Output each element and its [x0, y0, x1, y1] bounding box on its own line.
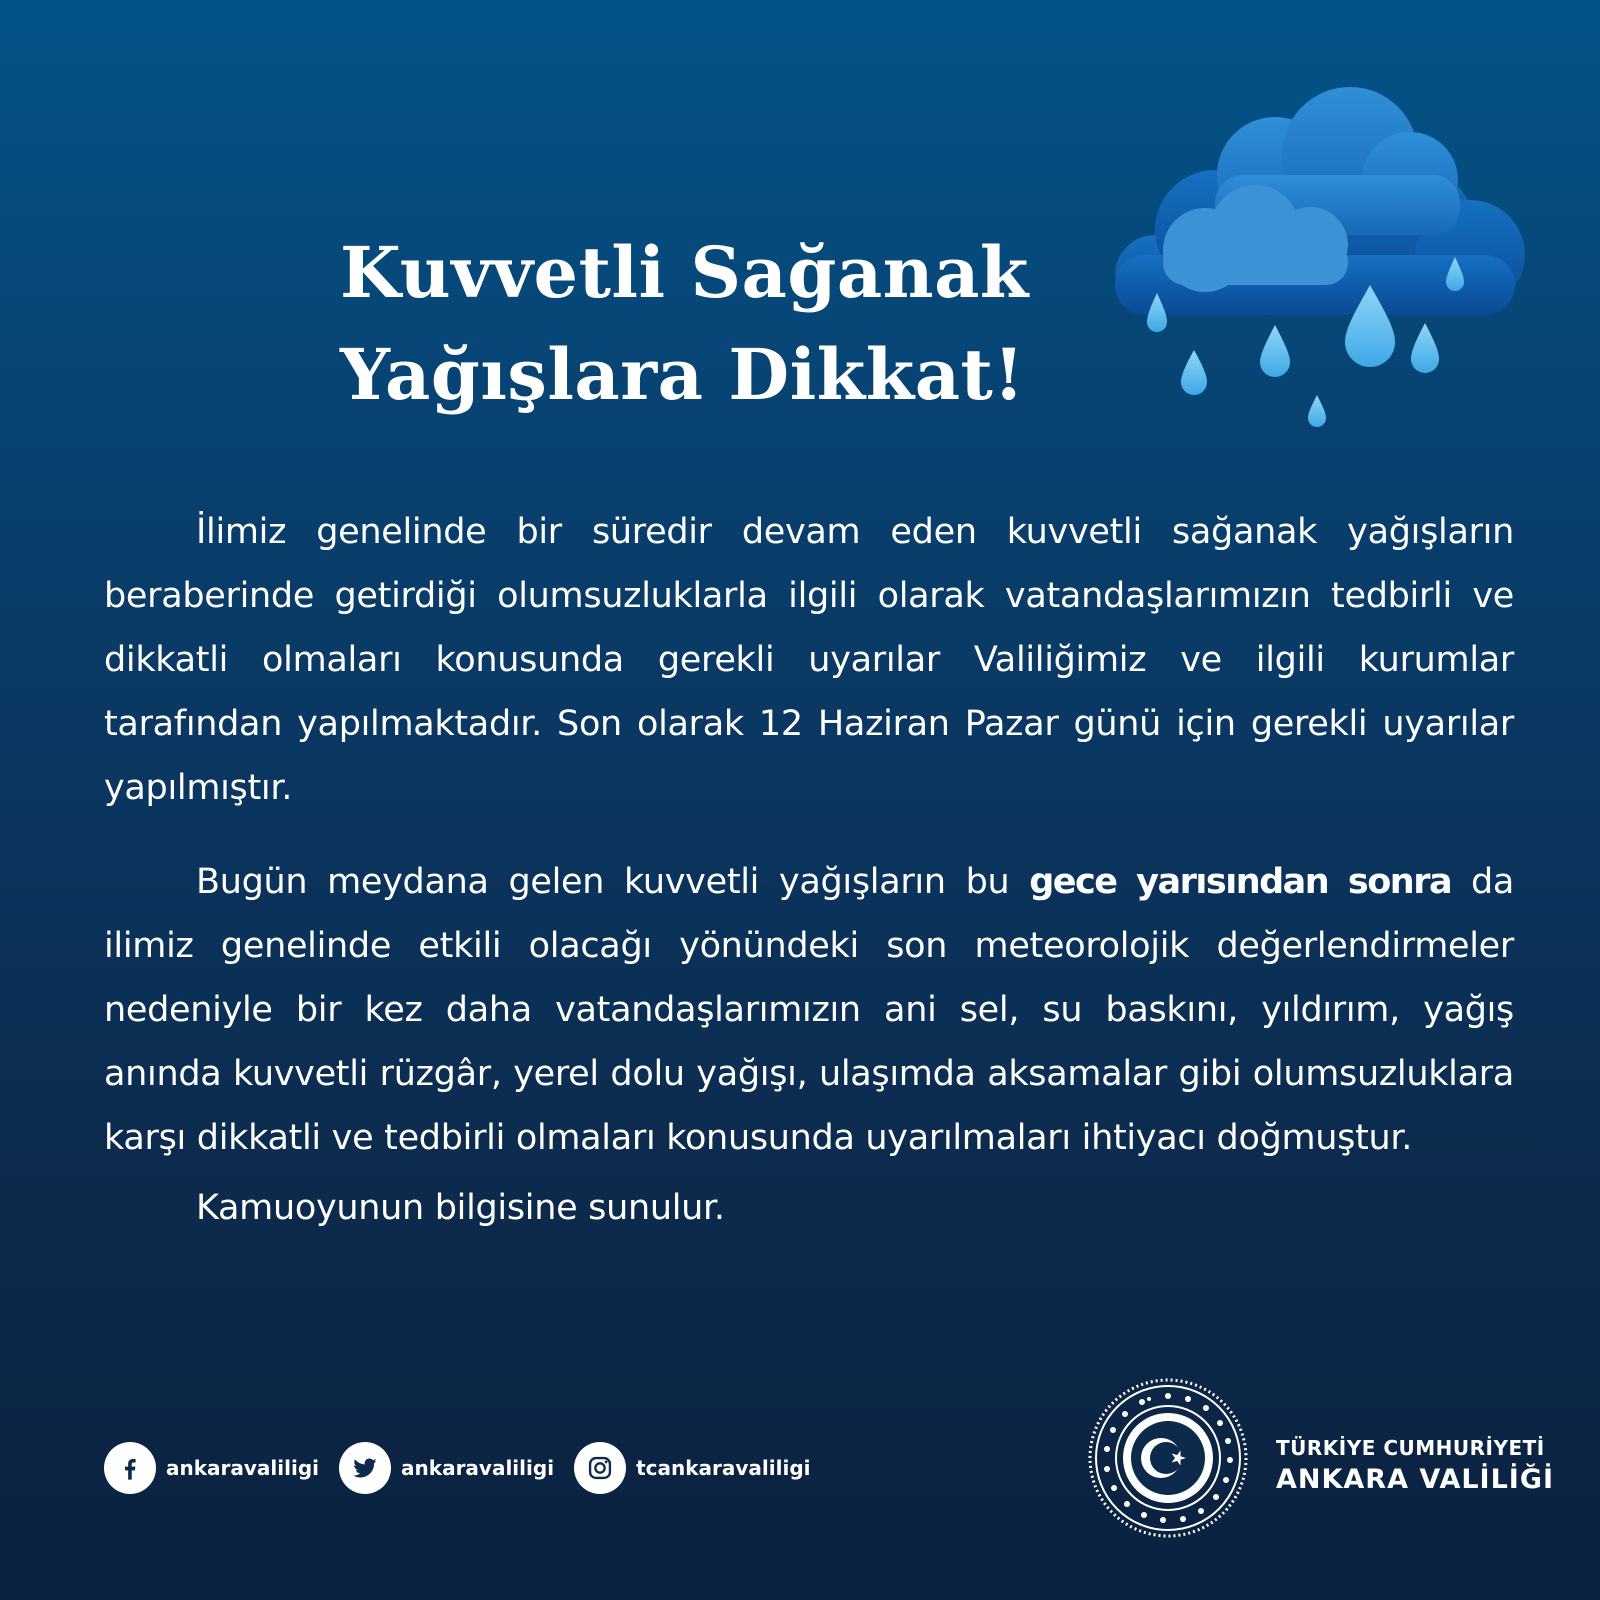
- paragraph-2-rest: da ilimiz genelinde etkili olacağı yönündeki son meteorolojik değerlendirmeler nedeniyle bir kez daha vatandaşlarımızın ani sel, su baskını, yıldırım, yağış anında kuvvetli rüzgâr, yerel dolu yağışı, ulaşımda aksamalar gibi olumsuzluklara karşı dikkatli ve tedbirli olmaları konusunda uyarılmaları ihtiyacı doğmuştur.: [104, 862, 1515, 1158]
- paragraph-2: [104, 850, 1514, 1170]
- organization-name: [1276, 1434, 1554, 1498]
- headline: [340, 222, 1100, 426]
- closing-line: Kamuoyunun bilgisine sunulur.: [196, 1188, 725, 1228]
- governorship-emblem-icon: [1087, 1377, 1249, 1539]
- facebook-handle: ankaravaliligi: [166, 1456, 320, 1480]
- twitter-link[interactable]: [339, 1442, 554, 1494]
- headline-line-2: Yağışlara Dikkat!: [340, 333, 1025, 416]
- twitter-icon: [339, 1442, 391, 1494]
- announcement-body: [104, 500, 1514, 1240]
- instagram-link[interactable]: [574, 1442, 810, 1494]
- headline-line-1: Kuvvetli Sağanak: [340, 231, 1029, 314]
- social-links: [104, 1442, 831, 1494]
- twitter-handle: ankaravaliligi: [401, 1456, 555, 1480]
- organization-line-2: ANKARA VALİLİĞİ: [1276, 1464, 1555, 1495]
- instagram-icon: [574, 1442, 626, 1494]
- rain-cloud-icon: [1095, 80, 1535, 440]
- facebook-icon: [104, 1442, 156, 1494]
- facebook-link[interactable]: [104, 1442, 319, 1494]
- paragraph-2-emphasis: gece yarısından sonra: [1029, 862, 1452, 902]
- paragraph-2-lead: Bugün meydana gelen kuvvetli yağışların bu: [196, 862, 1010, 902]
- organization-line-1: TÜRKİYE CUMHURİYETİ: [1276, 1436, 1545, 1460]
- paragraph-1: İlimiz genelinde bir süredir devam eden kuvvetli sağanak yağışların beraberinde getirdiği olumsuzluklarla ilgili olarak vatandaşlarımızın tedbirli ve dikkatli olmaları konusunda gerekli uyarılar Valiliğimiz ve ilgili kurumlar tarafından yapılmaktadır. Son olarak 12 Haziran Pazar günü için gerekli uyarılar yapılmıştır.: [104, 512, 1514, 808]
- instagram-handle: tcankaravaliligi: [636, 1456, 811, 1480]
